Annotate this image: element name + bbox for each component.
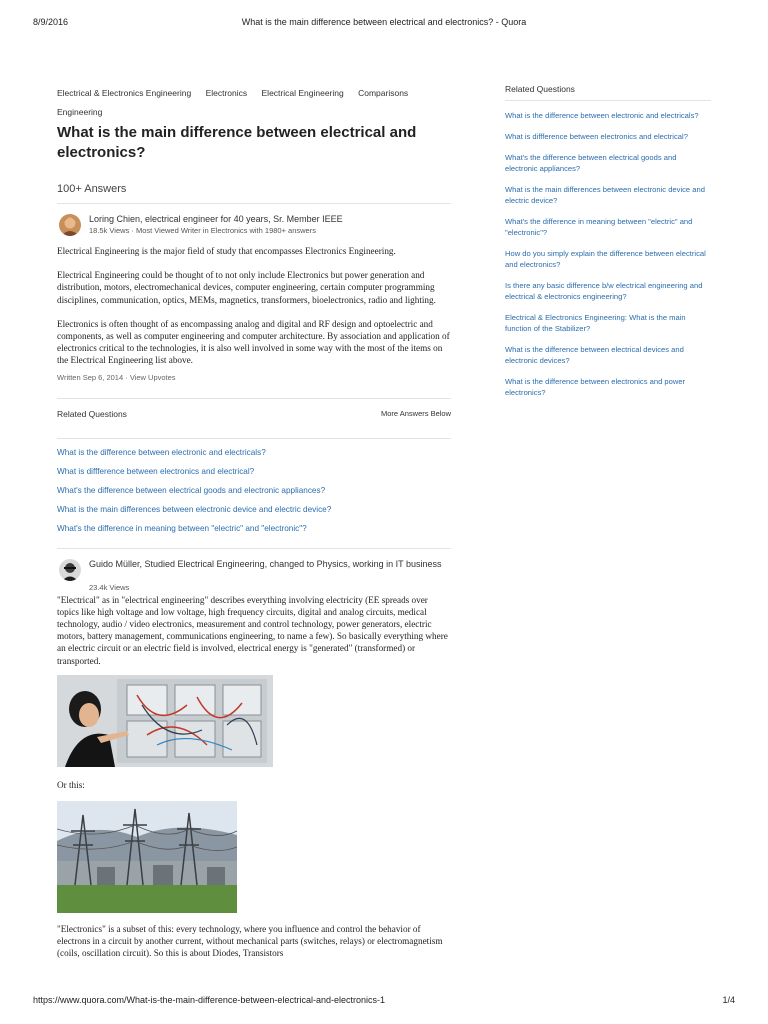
- answer-count: 100+ Answers: [57, 183, 451, 204]
- sidebar-title: Related Questions: [505, 84, 711, 101]
- author-stats: 18.5k Views · Most Viewed Writer in Electronics with 1980+ answers: [89, 226, 316, 235]
- sidebar: [505, 84, 711, 408]
- sidebar-question-link[interactable]: What's the difference between electrical goods and electronic appliances?: [505, 153, 677, 173]
- author-stats: 23.4k Views: [89, 582, 130, 592]
- sidebar-question-link[interactable]: What is the difference between electronic and electricals?: [505, 111, 699, 120]
- topic-link[interactable]: Electrical & Electronics Engineering: [57, 88, 192, 98]
- related-questions-header: [57, 409, 451, 439]
- or-this-text: Or this:: [57, 779, 85, 790]
- print-page-title: What is the main difference between electrical and electronics? - Quora: [241, 17, 527, 27]
- print-footer: [33, 995, 735, 1009]
- substation-photo: [57, 801, 237, 913]
- answer-paragraph: "Electrical" as in "electrical engineering" describes everything involving electricity (EE spreads over topics like high voltage and low voltage, high frequency circuits, digital and analog circuits, medical technology, audio / video electronics, measurement and control technology, power generators, electric motors, battery management, communications engineering, to name a few). So basically everything where an electric circuit or an electric field is involved, electrical energy is "generated" (transformed) or transported.: [57, 594, 448, 666]
- sidebar-question-link[interactable]: What is diffference between electronics and electrical?: [505, 132, 688, 141]
- sidebar-question-link[interactable]: What is the difference between electrical devices and electronic devices?: [505, 345, 684, 365]
- author-credential[interactable]: Loring Chien, electrical engineer for 40 years, Sr. Member IEEE: [89, 214, 343, 224]
- sidebar-question-link[interactable]: What is the difference between electronics and power electronics?: [505, 377, 686, 397]
- answer-header: [57, 213, 451, 245]
- sidebar-question-link[interactable]: What's the difference in meaning between "electric" and "electronic"?: [505, 217, 693, 237]
- more-answers-below: More Answers Below: [380, 408, 451, 418]
- related-question-link[interactable]: What is the main differences between electronic device and electric device?: [57, 504, 332, 514]
- answer-body: [57, 245, 451, 367]
- answer-header: [57, 558, 451, 594]
- sidebar-question-link[interactable]: How do you simply explain the difference between electrical and electronics?: [505, 249, 706, 269]
- sidebar-question-link[interactable]: Electrical & Electronics Engineering: What is the main function of the Stabilizer?: [505, 313, 686, 333]
- avatar-photo: [59, 559, 81, 581]
- print-date: 8/9/2016: [33, 17, 69, 27]
- related-questions-title: Related Questions: [57, 408, 127, 419]
- answer-paragraph: Electrical Engineering could be thought of to not only include Electronics but power generation and distribution, motors, electromechanical devices, computer engineering, certain computer programming disciplines, communication, optics, MEMs, magnetics, transformers, bioelectronics, radio and lighting.: [57, 270, 436, 305]
- answer-paragraph: Electrical Engineering is the major field of study that encompasses Electronics Engineering.: [57, 246, 396, 256]
- lab-photo: [57, 675, 273, 767]
- related-question-link[interactable]: What is diffference between electronics and electrical?: [57, 466, 255, 476]
- written-date[interactable]: Written Sep 6, 2014 · View Upvotes: [57, 373, 451, 399]
- author-credential[interactable]: Guido Müller, Studied Electrical Engineering, changed to Physics, working in IT business: [89, 558, 442, 569]
- related-question-link[interactable]: What is the difference between electronic and electricals?: [57, 447, 266, 457]
- topic-list: [57, 84, 451, 122]
- related-questions-list: [57, 439, 451, 549]
- sidebar-question-link[interactable]: Is there any basic difference b/w electrical engineering and electrical & electronics engineering?: [505, 281, 703, 301]
- avatar-photo: [59, 214, 81, 236]
- topic-link[interactable]: Electronics: [205, 88, 248, 98]
- answer-body: [57, 594, 451, 667]
- answer-paragraph: Electronics is often thought of as encompassing analog and digital and RF design and optoelectric and components, as well as computer engineering and computer architecture. By association and application of electronics critical to the technologies, it is also well involved in some way with the most of the items on the Electrical Engineering list above.: [57, 318, 450, 366]
- print-header: [33, 17, 735, 31]
- question-title: What is the main difference between electrical and electronics?: [57, 124, 417, 161]
- answer-body: [57, 923, 451, 960]
- main-column: [57, 84, 451, 972]
- print-page-number: 1/4: [722, 995, 735, 1005]
- topic-link[interactable]: Comparisons: [358, 88, 409, 98]
- related-question-link[interactable]: What's the difference in meaning between "electric" and "electronic"?: [57, 523, 307, 533]
- topic-link[interactable]: Engineering: [57, 107, 103, 117]
- avatar[interactable]: [59, 214, 81, 236]
- print-url: https://www.quora.com/What-is-the-main-difference-between-electrical-and-electronics-1: [33, 995, 385, 1005]
- sidebar-related-list: [505, 101, 711, 398]
- answer-paragraph: "Electronics" is a subset of this: every technology, where you influence and control the behavior of electrons in a circuit by another current, without mechanical parts (switches, relays) or electromagnetism (coils, oscillation circuit). So this is about Diodes, Transistors: [57, 924, 443, 959]
- related-question-link[interactable]: What's the difference between electrical goods and electronic appliances?: [57, 485, 326, 495]
- topic-link[interactable]: Electrical Engineering: [261, 88, 344, 98]
- avatar[interactable]: [59, 559, 81, 581]
- sidebar-question-link[interactable]: What is the main differences between electronic device and electric device?: [505, 185, 705, 205]
